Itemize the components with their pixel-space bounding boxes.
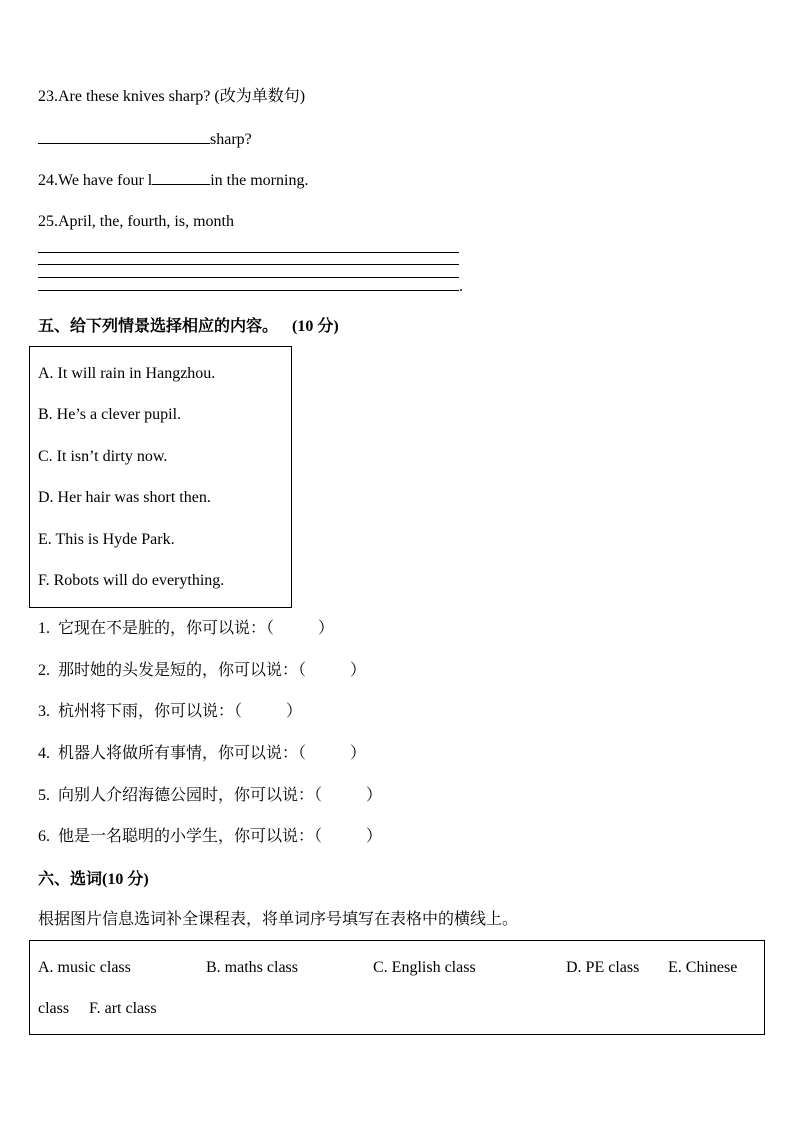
word-option-e: E. Chinese — [668, 959, 738, 976]
word-bank-box — [29, 940, 765, 1035]
question-25: 25.April, the, fourth, is, month — [38, 213, 234, 230]
section-5-score: (10 分) — [292, 318, 339, 335]
item-text: 他是一名聪明的小学生，你可以说：（ — [58, 826, 323, 845]
item-text: 那时她的头发是短的，你可以说：（ — [58, 660, 307, 679]
section-5-title: 五、给下列情景选择相应的内容。 — [38, 316, 279, 335]
answer-paren-close[interactable]: ） — [366, 826, 383, 845]
option-d: D. Her hair was short then. — [38, 489, 211, 506]
item-number: 2. — [38, 662, 50, 679]
situation-item-3 — [38, 701, 302, 722]
situation-item-4 — [38, 743, 366, 764]
options-box — [29, 346, 292, 608]
option-e: E. This is Hyde Park. — [38, 531, 175, 548]
word-option-b: B. maths class — [206, 959, 298, 976]
answer-blank[interactable] — [38, 129, 210, 144]
item-number: 3. — [38, 703, 50, 720]
answer-paren-close[interactable]: ） — [350, 743, 367, 762]
option-f: F. Robots will do everything. — [38, 572, 225, 589]
item-number: 6. — [38, 828, 50, 845]
question-23-answer-line — [38, 129, 252, 150]
option-c: C. It isn’t dirty now. — [38, 448, 168, 465]
answer-paren-close[interactable]: ） — [318, 618, 335, 637]
answer-paren-close[interactable]: ） — [350, 660, 367, 679]
section-6-title: 六、选词 — [38, 869, 103, 888]
section-6-instruction: 根据图片信息选词补全课程表，将单词序号填写在表格中的横线上。 — [38, 909, 519, 928]
item-text: 机器人将做所有事情，你可以说：（ — [58, 743, 307, 762]
item-number: 5. — [38, 787, 50, 804]
answer-line-4[interactable] — [38, 290, 459, 291]
answer-line-1[interactable] — [38, 252, 459, 253]
word-option-d: D. PE class — [566, 959, 640, 976]
option-a: A. It will rain in Hangzhou. — [38, 365, 216, 382]
answer-paren-close[interactable]: ） — [366, 785, 383, 804]
question-24 — [38, 170, 308, 191]
situation-item-6 — [38, 826, 382, 847]
answer-line-3[interactable] — [38, 277, 459, 278]
question-24-prefix: 24.We have four l — [38, 172, 153, 189]
section-6-heading — [38, 869, 149, 890]
item-number: 4. — [38, 745, 50, 762]
situation-item-1 — [38, 618, 334, 639]
item-text: 它现在不是脏的，你可以说：（ — [58, 618, 275, 637]
question-24-suffix: in the morning. — [210, 172, 309, 189]
word-option-a: A. music class — [38, 959, 131, 976]
option-b: B. He’s a clever pupil. — [38, 406, 182, 423]
item-text: 杭州将下雨，你可以说：（ — [58, 701, 243, 720]
answer-suffix: sharp? — [210, 131, 252, 148]
answer-paren-close[interactable]: ） — [286, 701, 303, 720]
word-option-c: C. English class — [373, 959, 476, 976]
question-23: 23.Are these knives sharp? (改为单数句) — [38, 88, 306, 105]
answer-blank[interactable] — [152, 170, 210, 185]
section-6-score: (10 分) — [102, 871, 149, 888]
word-option-f: F. art class — [89, 1000, 157, 1017]
item-text: 向别人介绍海德公园时，你可以说：（ — [58, 785, 323, 804]
situation-item-2 — [38, 660, 366, 681]
item-number: 1. — [38, 620, 50, 637]
word-option-e-continued: class — [38, 1000, 70, 1017]
answer-line-2[interactable] — [38, 264, 459, 265]
situation-item-5 — [38, 785, 382, 806]
section-5-heading — [38, 316, 339, 337]
answer-period: . — [459, 278, 463, 295]
